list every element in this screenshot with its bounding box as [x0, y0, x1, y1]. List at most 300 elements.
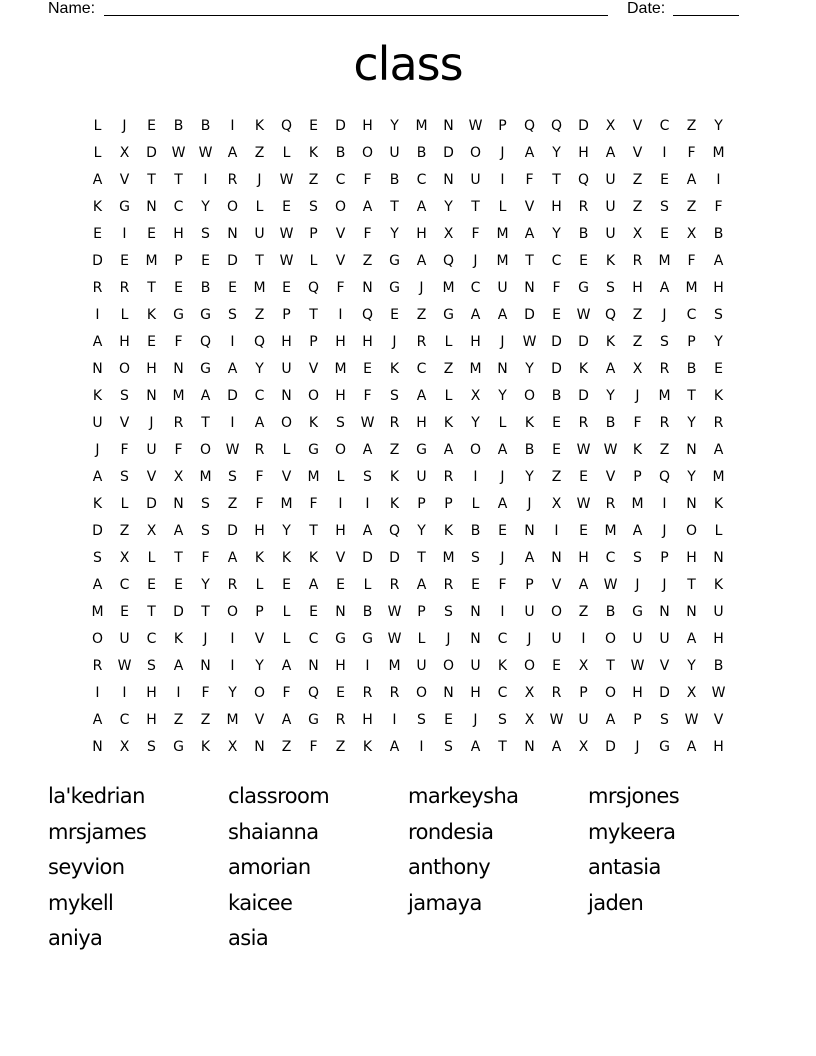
grid-cell[interactable]: K [713, 388, 724, 404]
grid-cell[interactable]: W [279, 226, 294, 242]
grid-cell[interactable]: U [281, 361, 292, 377]
grid-cell[interactable]: V [308, 361, 319, 377]
grid-cell[interactable]: K [92, 388, 103, 404]
grid-cell[interactable]: N [173, 361, 184, 377]
grid-cell[interactable]: D [578, 334, 589, 350]
grid-cell[interactable]: J [419, 280, 424, 296]
grid-cell[interactable]: O [415, 685, 428, 701]
grid-cell[interactable]: U [389, 145, 400, 161]
grid-cell[interactable]: M [712, 469, 725, 485]
grid-cell[interactable]: E [120, 604, 129, 620]
grid-cell[interactable]: B [470, 523, 481, 539]
grid-cell[interactable]: N [443, 118, 454, 134]
grid-cell[interactable]: L [498, 415, 507, 431]
grid-cell[interactable]: N [524, 280, 535, 296]
grid-cell[interactable]: P [633, 469, 642, 485]
grid-cell[interactable]: H [686, 550, 697, 566]
grid-cell[interactable]: X [578, 658, 589, 674]
grid-cell[interactable]: C [416, 172, 427, 188]
grid-cell[interactable]: O [685, 523, 698, 539]
grid-cell[interactable]: H [362, 334, 373, 350]
grid-cell[interactable]: V [335, 550, 346, 566]
grid-cell[interactable]: O [469, 442, 482, 458]
grid-cell[interactable]: A [416, 199, 427, 215]
grid-cell[interactable]: T [606, 658, 615, 674]
grid-cell[interactable]: G [659, 739, 670, 755]
grid-cell[interactable]: C [551, 253, 562, 269]
grid-cell[interactable]: N [146, 199, 157, 215]
grid-cell[interactable]: N [173, 496, 184, 512]
grid-cell[interactable]: G [119, 199, 130, 215]
grid-cell[interactable]: O [604, 631, 617, 647]
grid-cell[interactable]: P [687, 334, 696, 350]
date-blank-line[interactable] [673, 15, 739, 16]
grid-cell[interactable]: A [686, 172, 697, 188]
grid-cell[interactable]: K [173, 631, 184, 647]
grid-cell[interactable]: L [255, 199, 264, 215]
grid-cell[interactable]: D [173, 604, 184, 620]
grid-cell[interactable]: F [633, 415, 642, 431]
grid-cell[interactable]: S [336, 415, 345, 431]
grid-cell[interactable]: H [632, 280, 643, 296]
grid-cell[interactable]: F [309, 739, 318, 755]
grid-cell[interactable]: E [552, 307, 561, 323]
grid-cell[interactable]: W [576, 307, 591, 323]
grid-cell[interactable]: A [227, 550, 238, 566]
grid-cell[interactable]: A [254, 415, 265, 431]
grid-cell[interactable]: C [335, 172, 346, 188]
grid-cell[interactable]: O [523, 658, 536, 674]
grid-cell[interactable]: M [442, 550, 455, 566]
grid-cell[interactable]: N [443, 172, 454, 188]
grid-cell[interactable]: B [686, 361, 697, 377]
grid-cell[interactable]: D [92, 253, 103, 269]
grid-cell[interactable]: A [227, 361, 238, 377]
grid-cell[interactable]: K [605, 253, 616, 269]
grid-cell[interactable]: A [524, 550, 535, 566]
grid-cell[interactable]: F [552, 280, 561, 296]
grid-cell[interactable]: N [92, 739, 103, 755]
grid-cell[interactable]: D [92, 523, 103, 539]
grid-cell[interactable]: P [255, 604, 264, 620]
grid-cell[interactable]: Z [632, 334, 643, 350]
grid-cell[interactable]: Y [525, 469, 534, 485]
grid-cell[interactable]: D [335, 118, 346, 134]
grid-cell[interactable]: N [524, 523, 535, 539]
grid-cell[interactable]: H [713, 739, 724, 755]
grid-cell[interactable]: Q [280, 118, 293, 134]
grid-cell[interactable]: W [522, 334, 537, 350]
grid-cell[interactable]: Y [606, 388, 615, 404]
grid-cell[interactable]: R [443, 577, 454, 593]
grid-cell[interactable]: R [92, 280, 103, 296]
grid-cell[interactable]: N [308, 658, 319, 674]
grid-cell[interactable]: X [524, 685, 535, 701]
grid-cell[interactable]: B [173, 118, 184, 134]
grid-cell[interactable]: F [282, 685, 291, 701]
grid-cell[interactable]: J [473, 712, 478, 728]
grid-cell[interactable]: J [500, 145, 505, 161]
grid-cell[interactable]: H [254, 523, 265, 539]
grid-cell[interactable]: O [469, 145, 482, 161]
grid-cell[interactable]: X [686, 226, 697, 242]
grid-cell[interactable]: X [470, 388, 481, 404]
grid-cell[interactable]: S [201, 226, 210, 242]
grid-cell[interactable]: J [500, 550, 505, 566]
grid-cell[interactable]: Q [253, 334, 266, 350]
grid-cell[interactable]: T [147, 280, 156, 296]
grid-cell[interactable]: I [581, 631, 586, 647]
grid-cell[interactable]: L [471, 496, 480, 512]
grid-cell[interactable]: G [389, 253, 400, 269]
grid-cell[interactable]: B [605, 604, 616, 620]
grid-cell[interactable]: X [632, 361, 643, 377]
grid-cell[interactable]: H [335, 523, 346, 539]
grid-cell[interactable]: U [416, 469, 427, 485]
grid-cell[interactable]: Z [632, 172, 643, 188]
grid-cell[interactable]: B [605, 415, 616, 431]
grid-cell[interactable]: Y [714, 118, 723, 134]
grid-cell[interactable]: D [362, 550, 373, 566]
grid-cell[interactable]: K [713, 577, 724, 593]
grid-cell[interactable]: H [362, 712, 373, 728]
grid-cell[interactable]: R [443, 469, 454, 485]
grid-cell[interactable]: O [226, 199, 239, 215]
grid-cell[interactable]: A [362, 442, 373, 458]
grid-cell[interactable]: U [497, 280, 508, 296]
grid-cell[interactable]: S [228, 307, 237, 323]
grid-cell[interactable]: O [253, 685, 266, 701]
grid-cell[interactable]: D [227, 253, 238, 269]
grid-cell[interactable]: R [362, 685, 373, 701]
grid-cell[interactable]: O [550, 604, 563, 620]
grid-cell[interactable]: J [392, 334, 397, 350]
grid-cell[interactable]: F [201, 685, 210, 701]
grid-cell[interactable]: H [551, 199, 562, 215]
grid-cell[interactable]: E [282, 280, 291, 296]
grid-cell[interactable]: D [659, 685, 670, 701]
grid-cell[interactable]: A [605, 361, 616, 377]
grid-cell[interactable]: K [443, 415, 454, 431]
grid-cell[interactable]: O [307, 388, 320, 404]
grid-cell[interactable]: V [254, 712, 265, 728]
grid-cell[interactable]: C [173, 199, 184, 215]
grid-cell[interactable]: Y [498, 388, 507, 404]
grid-cell[interactable]: U [92, 415, 103, 431]
grid-cell[interactable]: Z [173, 712, 184, 728]
grid-cell[interactable]: Y [390, 226, 399, 242]
grid-cell[interactable]: A [92, 334, 103, 350]
grid-cell[interactable]: G [308, 442, 319, 458]
grid-cell[interactable]: T [498, 739, 507, 755]
grid-cell[interactable]: F [336, 280, 345, 296]
grid-cell[interactable]: Z [686, 118, 697, 134]
grid-cell[interactable]: A [713, 442, 724, 458]
grid-cell[interactable]: G [173, 307, 184, 323]
grid-cell[interactable]: N [551, 550, 562, 566]
grid-cell[interactable]: Z [578, 604, 589, 620]
grid-cell[interactable]: X [632, 226, 643, 242]
grid-cell[interactable]: R [632, 253, 643, 269]
grid-cell[interactable]: W [630, 658, 645, 674]
grid-cell[interactable]: S [120, 388, 129, 404]
grid-cell[interactable]: R [254, 442, 265, 458]
grid-cell[interactable]: V [659, 658, 670, 674]
grid-cell[interactable]: T [174, 172, 183, 188]
grid-cell[interactable]: A [443, 442, 454, 458]
grid-cell[interactable]: R [227, 172, 238, 188]
grid-cell[interactable]: X [119, 145, 130, 161]
grid-cell[interactable]: V [632, 118, 643, 134]
grid-cell[interactable]: B [389, 172, 400, 188]
grid-cell[interactable]: A [173, 658, 184, 674]
grid-cell[interactable]: M [388, 658, 401, 674]
grid-cell[interactable]: P [498, 118, 507, 134]
grid-cell[interactable]: B [578, 226, 589, 242]
grid-cell[interactable]: K [146, 307, 157, 323]
grid-cell[interactable]: E [363, 361, 372, 377]
grid-cell[interactable]: P [309, 226, 318, 242]
grid-cell[interactable]: U [524, 604, 535, 620]
grid-cell[interactable]: A [92, 469, 103, 485]
grid-cell[interactable]: A [470, 739, 481, 755]
grid-cell[interactable]: G [200, 307, 211, 323]
grid-cell[interactable]: A [551, 739, 562, 755]
grid-cell[interactable]: W [117, 658, 132, 674]
grid-cell[interactable]: E [309, 118, 318, 134]
grid-cell[interactable]: M [280, 496, 293, 512]
grid-cell[interactable]: Y [687, 415, 696, 431]
grid-cell[interactable]: Z [632, 307, 643, 323]
grid-cell[interactable]: S [606, 280, 615, 296]
grid-cell[interactable]: P [633, 712, 642, 728]
grid-cell[interactable]: O [334, 442, 347, 458]
grid-cell[interactable]: F [174, 334, 183, 350]
grid-cell[interactable]: A [416, 253, 427, 269]
grid-cell[interactable]: S [444, 739, 453, 755]
grid-cell[interactable]: J [662, 523, 667, 539]
grid-cell[interactable]: Y [201, 577, 210, 593]
grid-cell[interactable]: H [335, 388, 346, 404]
grid-cell[interactable]: Z [443, 361, 454, 377]
grid-cell[interactable]: S [498, 712, 507, 728]
grid-cell[interactable]: S [714, 307, 723, 323]
grid-cell[interactable]: I [122, 226, 127, 242]
grid-cell[interactable]: Y [228, 685, 237, 701]
grid-cell[interactable]: P [282, 307, 291, 323]
grid-cell[interactable]: Y [525, 361, 534, 377]
grid-cell[interactable]: I [338, 307, 343, 323]
grid-cell[interactable]: V [254, 631, 265, 647]
grid-cell[interactable]: E [147, 226, 156, 242]
grid-cell[interactable]: O [118, 361, 131, 377]
grid-cell[interactable]: E [174, 280, 183, 296]
grid-cell[interactable]: C [497, 631, 508, 647]
grid-cell[interactable]: F [714, 199, 723, 215]
grid-cell[interactable]: K [524, 415, 535, 431]
grid-cell[interactable]: E [120, 253, 129, 269]
grid-cell[interactable]: D [551, 361, 562, 377]
grid-cell[interactable]: C [686, 307, 697, 323]
grid-cell[interactable]: H [173, 226, 184, 242]
grid-cell[interactable]: T [255, 253, 264, 269]
grid-cell[interactable]: X [146, 523, 157, 539]
grid-cell[interactable]: R [389, 685, 400, 701]
grid-cell[interactable]: T [417, 550, 426, 566]
grid-cell[interactable]: V [281, 469, 292, 485]
grid-cell[interactable]: V [119, 172, 130, 188]
grid-cell[interactable]: W [603, 442, 618, 458]
grid-cell[interactable]: W [387, 604, 402, 620]
grid-cell[interactable]: T [147, 172, 156, 188]
grid-cell[interactable]: E [336, 577, 345, 593]
grid-cell[interactable]: V [605, 469, 616, 485]
grid-cell[interactable]: S [660, 199, 669, 215]
grid-cell[interactable]: T [309, 307, 318, 323]
grid-cell[interactable]: G [416, 442, 427, 458]
grid-cell[interactable]: U [119, 631, 130, 647]
grid-cell[interactable]: E [201, 253, 210, 269]
grid-cell[interactable]: K [308, 550, 319, 566]
grid-cell[interactable]: L [417, 631, 426, 647]
grid-cell[interactable]: R [605, 496, 616, 512]
grid-cell[interactable]: S [633, 550, 642, 566]
grid-cell[interactable]: L [498, 199, 507, 215]
grid-cell[interactable]: W [711, 685, 726, 701]
grid-cell[interactable]: P [309, 334, 318, 350]
grid-cell[interactable]: H [578, 145, 589, 161]
grid-cell[interactable]: Z [200, 712, 211, 728]
grid-cell[interactable]: Z [308, 172, 319, 188]
grid-cell[interactable]: A [92, 172, 103, 188]
grid-cell[interactable]: Z [389, 442, 400, 458]
grid-cell[interactable]: Q [388, 523, 401, 539]
grid-cell[interactable]: I [230, 631, 235, 647]
grid-cell[interactable]: N [254, 739, 265, 755]
grid-cell[interactable]: O [199, 442, 212, 458]
grid-cell[interactable]: S [309, 199, 318, 215]
grid-cell[interactable]: K [281, 550, 292, 566]
grid-cell[interactable]: A [416, 388, 427, 404]
grid-cell[interactable]: Y [390, 118, 399, 134]
grid-cell[interactable]: V [335, 226, 346, 242]
grid-cell[interactable]: E [552, 658, 561, 674]
grid-cell[interactable]: U [416, 658, 427, 674]
grid-cell[interactable]: I [176, 685, 181, 701]
grid-cell[interactable]: H [119, 334, 130, 350]
grid-cell[interactable]: N [200, 658, 211, 674]
grid-cell[interactable]: Y [687, 658, 696, 674]
grid-cell[interactable]: I [716, 172, 721, 188]
grid-cell[interactable]: O [280, 415, 293, 431]
grid-cell[interactable]: M [658, 253, 671, 269]
grid-cell[interactable]: E [552, 415, 561, 431]
grid-cell[interactable]: W [279, 172, 294, 188]
grid-cell[interactable]: U [659, 631, 670, 647]
grid-cell[interactable]: B [416, 145, 427, 161]
grid-cell[interactable]: A [362, 523, 373, 539]
grid-cell[interactable]: W [198, 145, 213, 161]
grid-cell[interactable]: M [658, 388, 671, 404]
grid-cell[interactable]: Y [552, 226, 561, 242]
grid-cell[interactable]: A [470, 307, 481, 323]
grid-cell[interactable]: O [226, 604, 239, 620]
grid-cell[interactable]: F [363, 226, 372, 242]
grid-cell[interactable]: P [417, 604, 426, 620]
grid-cell[interactable]: W [576, 442, 591, 458]
grid-cell[interactable]: Y [417, 523, 426, 539]
grid-cell[interactable]: R [659, 361, 670, 377]
grid-cell[interactable]: E [309, 604, 318, 620]
grid-cell[interactable]: M [415, 118, 428, 134]
grid-cell[interactable]: Q [361, 307, 374, 323]
grid-cell[interactable]: M [307, 469, 320, 485]
grid-cell[interactable]: F [471, 226, 480, 242]
grid-cell[interactable]: Y [687, 469, 696, 485]
grid-cell[interactable]: Z [254, 145, 265, 161]
grid-cell[interactable]: K [92, 199, 103, 215]
grid-cell[interactable]: X [605, 118, 616, 134]
grid-cell[interactable]: R [227, 577, 238, 593]
grid-cell[interactable]: R [551, 685, 562, 701]
grid-cell[interactable]: F [687, 253, 696, 269]
grid-cell[interactable]: S [147, 658, 156, 674]
grid-cell[interactable]: O [91, 631, 104, 647]
grid-cell[interactable]: K [713, 496, 724, 512]
grid-cell[interactable]: J [635, 577, 640, 593]
grid-cell[interactable]: M [172, 388, 185, 404]
grid-cell[interactable]: W [684, 712, 699, 728]
grid-cell[interactable]: N [524, 739, 535, 755]
grid-cell[interactable]: P [174, 253, 183, 269]
grid-cell[interactable]: C [146, 631, 157, 647]
grid-cell[interactable]: J [662, 577, 667, 593]
grid-cell[interactable]: G [200, 361, 211, 377]
grid-cell[interactable]: N [659, 604, 670, 620]
grid-cell[interactable]: Q [523, 118, 536, 134]
grid-cell[interactable]: U [551, 631, 562, 647]
grid-cell[interactable]: M [145, 253, 158, 269]
grid-cell[interactable]: M [496, 226, 509, 242]
grid-cell[interactable]: I [230, 118, 235, 134]
grid-cell[interactable]: Y [552, 145, 561, 161]
grid-cell[interactable]: C [470, 280, 481, 296]
grid-cell[interactable]: I [230, 334, 235, 350]
grid-cell[interactable]: C [119, 712, 130, 728]
grid-cell[interactable]: A [686, 739, 697, 755]
grid-cell[interactable]: A [173, 523, 184, 539]
grid-cell[interactable]: M [469, 361, 482, 377]
grid-cell[interactable]: A [578, 577, 589, 593]
grid-cell[interactable]: H [470, 685, 481, 701]
grid-cell[interactable]: W [225, 442, 240, 458]
grid-cell[interactable]: S [390, 388, 399, 404]
grid-cell[interactable]: Y [255, 361, 264, 377]
grid-cell[interactable]: S [417, 712, 426, 728]
grid-cell[interactable]: I [95, 307, 100, 323]
grid-cell[interactable]: X [578, 739, 589, 755]
grid-cell[interactable]: E [471, 577, 480, 593]
grid-cell[interactable]: Q [550, 118, 563, 134]
grid-cell[interactable]: N [686, 442, 697, 458]
grid-cell[interactable]: R [92, 658, 103, 674]
grid-cell[interactable]: M [604, 523, 617, 539]
grid-cell[interactable]: N [92, 361, 103, 377]
grid-cell[interactable]: K [254, 550, 265, 566]
grid-cell[interactable]: L [444, 388, 453, 404]
grid-cell[interactable]: I [203, 172, 208, 188]
grid-cell[interactable]: R [578, 199, 589, 215]
